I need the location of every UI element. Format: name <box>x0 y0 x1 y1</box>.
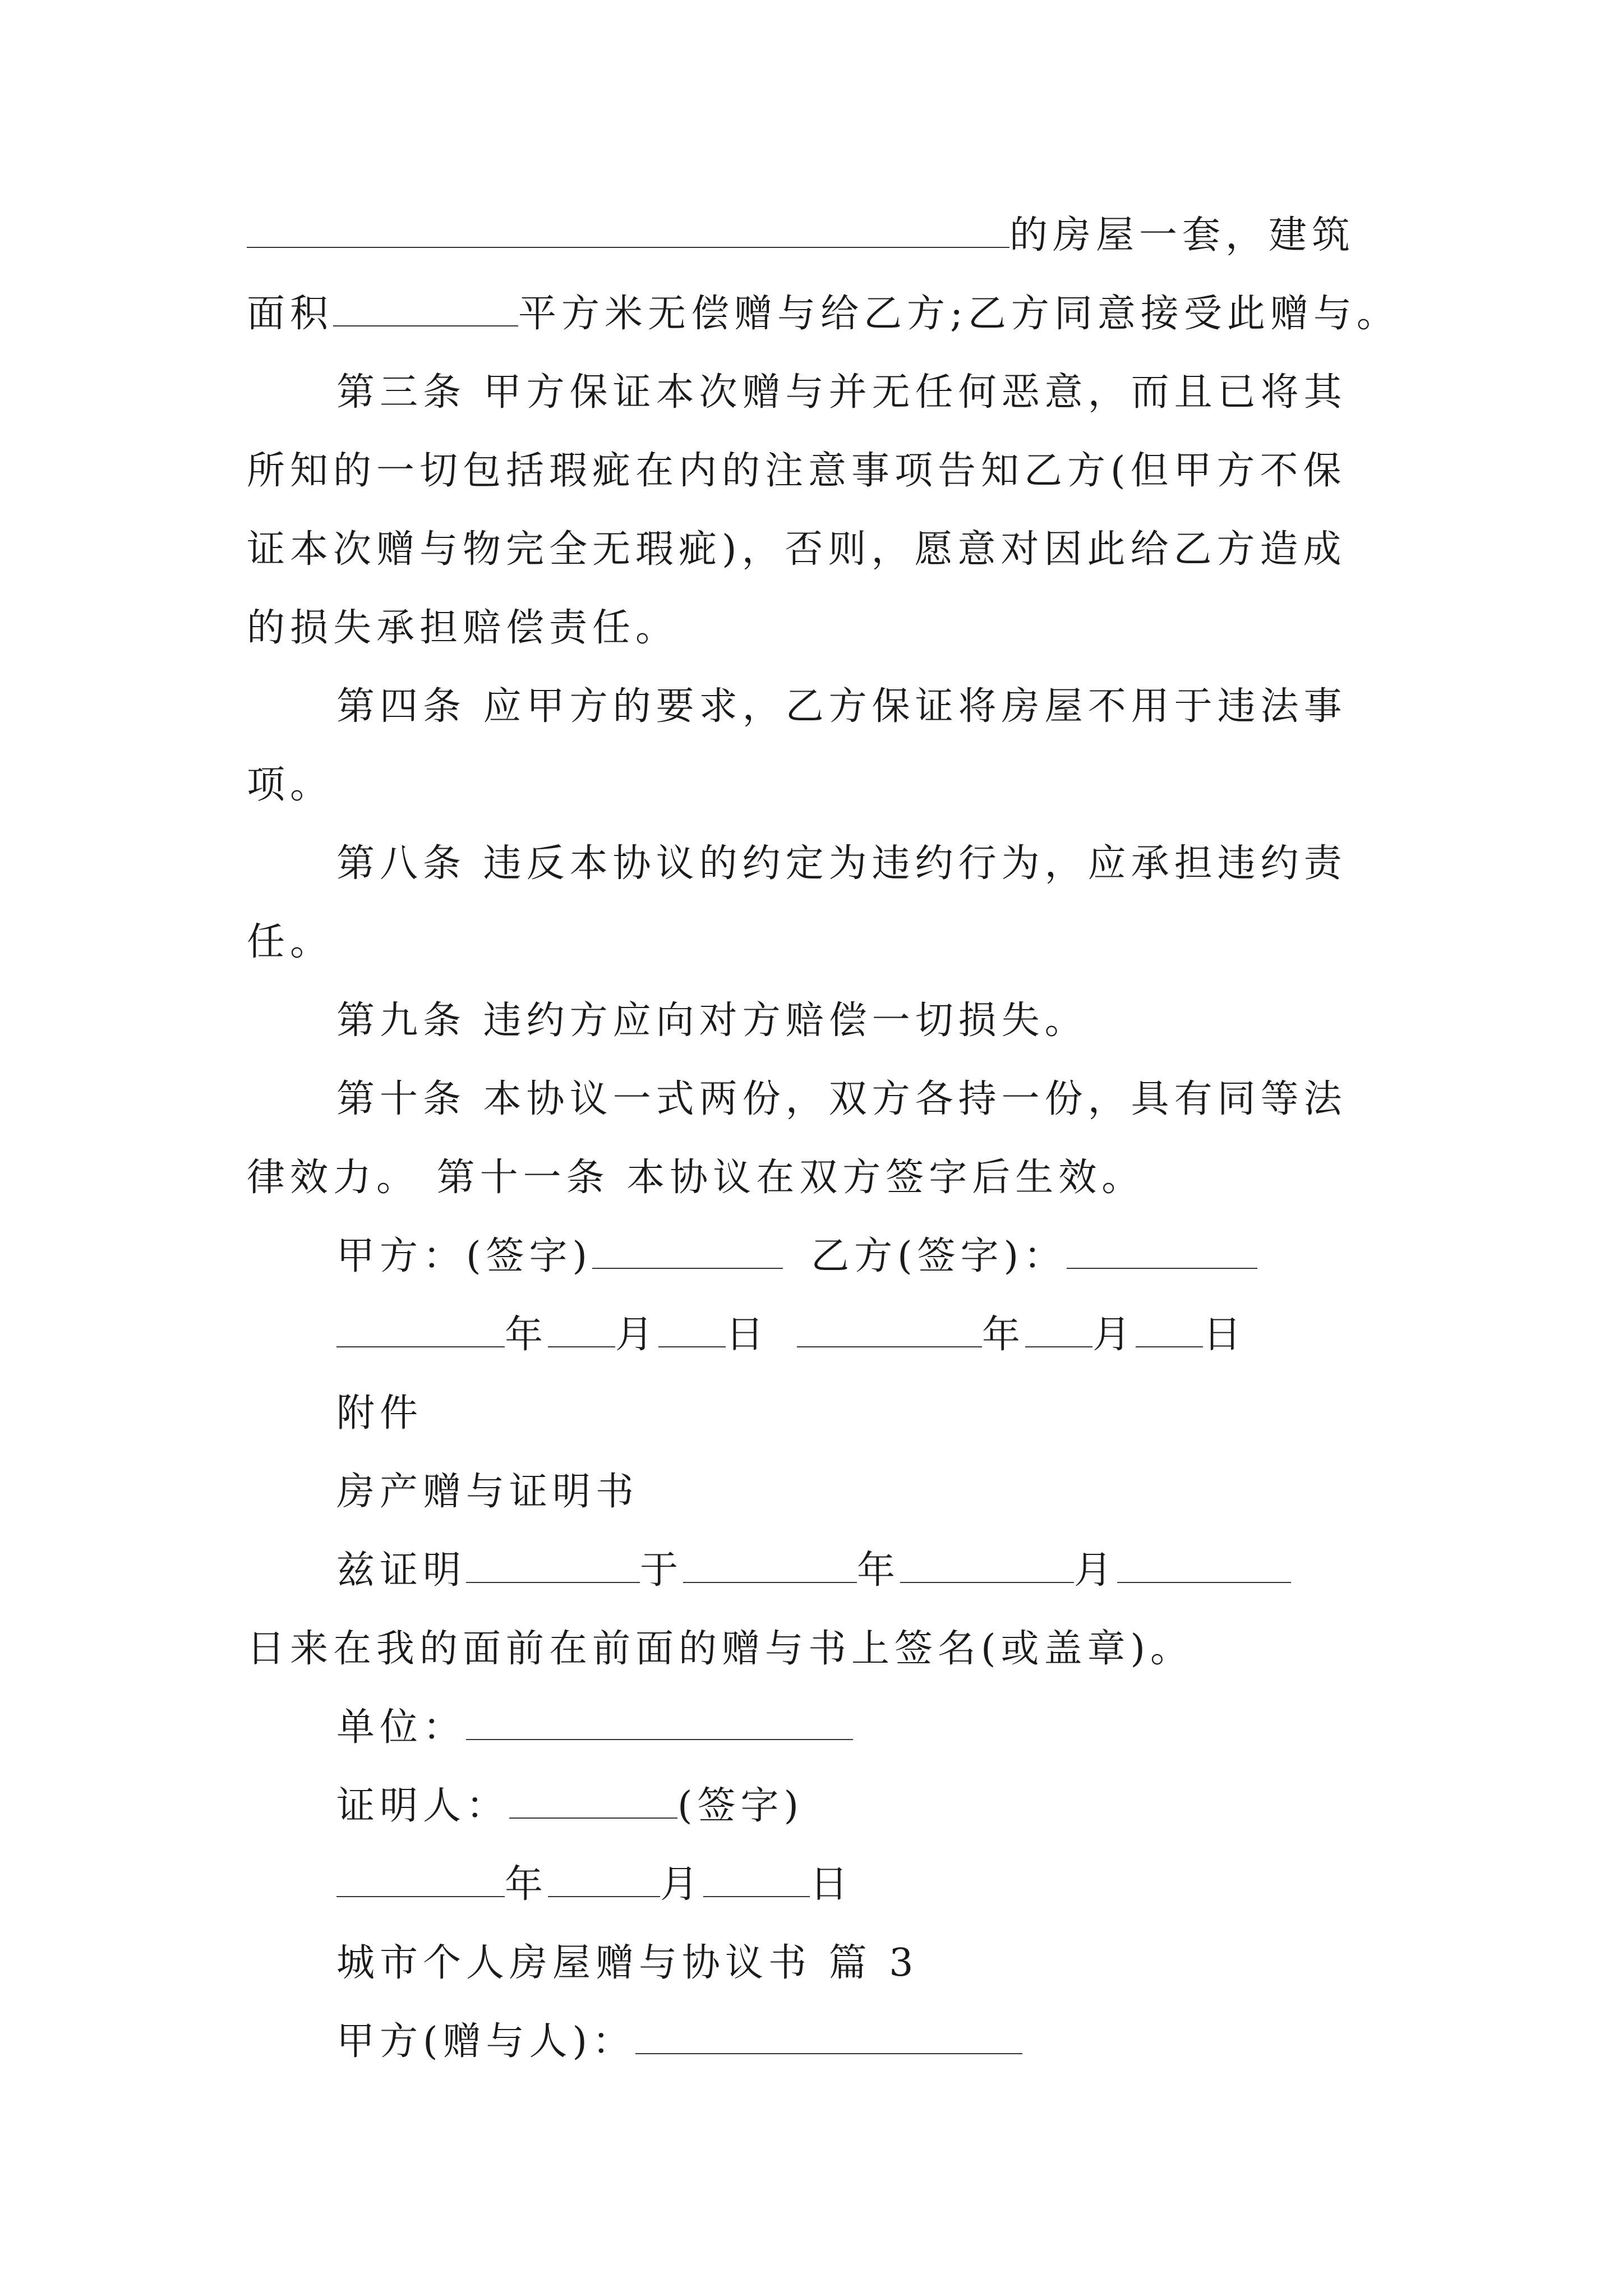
witness-label: 证明人： <box>336 1784 510 1828</box>
line-1 <box>247 205 1355 266</box>
certify-year-blank[interactable] <box>683 1546 857 1583</box>
year-label: 年 <box>505 1862 548 1907</box>
party-b-sign-blank[interactable] <box>1067 1232 1257 1269</box>
article-3-line-2: 所知的一切包括瑕疵在内的注意事项告知乙方(但甲方不保 <box>247 449 1347 493</box>
article-10-line-1: 第十条 本协议一式两份，双方各持一份，具有同等法 <box>336 1077 1347 1121</box>
month-label: 月 <box>1074 1548 1118 1593</box>
party-a-sign-blank[interactable] <box>592 1232 783 1269</box>
witness-day-blank[interactable] <box>703 1860 810 1897</box>
line-2-text: 平方米无偿赠与给乙方;乙方同意接受此赠与。 <box>518 292 1400 336</box>
unit-blank[interactable] <box>466 1703 853 1740</box>
article-9: 第九条 违约方应向对方赔偿一切损失。 <box>336 999 1088 1043</box>
article-3-line-1: 第三条 甲方保证本次赠与并无任何恶意，而且已将其 <box>336 370 1347 415</box>
at-label: 于 <box>640 1548 684 1593</box>
next-section-title: 城市个人房屋赠与协议书 篇 3 <box>336 1941 919 1985</box>
article-3-line-4: 的损失承担赔偿责任。 <box>247 606 679 650</box>
party-a-blank[interactable] <box>635 2017 1022 2054</box>
signature-line <box>336 1226 1257 1287</box>
certificate-title: 房产赠与证明书 <box>336 1470 639 1514</box>
month-label: 月 <box>660 1862 704 1907</box>
certify-day-blank[interactable] <box>1117 1546 1291 1583</box>
certify-month-blank[interactable] <box>900 1546 1074 1583</box>
party-b-month-blank[interactable] <box>1025 1310 1092 1347</box>
article-3-line-3: 证本次赠与物完全无瑕疵)，否则，愿意对因此给乙方造成 <box>247 527 1347 572</box>
witness-year-blank[interactable] <box>336 1860 505 1897</box>
unit-label: 单位： <box>336 1705 467 1750</box>
party-b-day-blank[interactable] <box>1136 1310 1203 1347</box>
year-label: 年 <box>857 1548 901 1593</box>
unit-line <box>336 1697 853 1759</box>
article-4-line-2: 项。 <box>247 763 334 807</box>
month-label: 月 <box>615 1313 659 1357</box>
article-4-line-1: 第四条 应甲方的要求，乙方保证将房屋不用于违法事 <box>336 684 1347 729</box>
party-a-sign-label: 甲方：(签字) <box>336 1234 593 1278</box>
line-1-text: 的房屋一套，建筑 <box>1009 213 1355 257</box>
witness-month-blank[interactable] <box>548 1860 660 1897</box>
article-8-line-2: 任。 <box>247 920 334 964</box>
article-8-line-1: 第八条 违反本协议的约定为违约行为，应承担违约责 <box>336 841 1347 886</box>
day-label: 日 <box>810 1862 854 1907</box>
area-blank[interactable] <box>333 289 518 326</box>
party-b-sign-label: 乙方(签字)： <box>811 1234 1067 1278</box>
party-a-year-blank[interactable] <box>336 1310 505 1347</box>
year-label: 年 <box>505 1313 548 1357</box>
certificate-line-2: 日来在我的面前在前面的赠与书上签名(或盖章)。 <box>247 1627 1194 1671</box>
witness-sign-label: (签字) <box>677 1784 804 1828</box>
area-label: 面积 <box>247 292 334 336</box>
party-a-day-blank[interactable] <box>658 1310 726 1347</box>
article-10-line-2: 律效力。 第十一条 本协议在双方签字后生效。 <box>247 1156 1145 1200</box>
certify-label: 兹证明 <box>336 1548 467 1593</box>
party-a-month-blank[interactable] <box>548 1310 615 1347</box>
witness-line <box>336 1775 804 1837</box>
day-label: 日 <box>726 1313 769 1357</box>
date-line <box>336 1304 1246 1366</box>
day-label: 日 <box>1203 1313 1247 1357</box>
party-a-line <box>336 2011 1022 2073</box>
line-2 <box>247 283 1400 345</box>
attachment-heading: 附件 <box>336 1391 423 1435</box>
address-blank[interactable] <box>247 211 1009 248</box>
witness-blank[interactable] <box>509 1782 677 1819</box>
party-a-label: 甲方(赠与人)： <box>336 2019 636 2064</box>
certify-name-blank[interactable] <box>466 1546 640 1583</box>
month-label: 月 <box>1092 1313 1136 1357</box>
year-label: 年 <box>982 1313 1026 1357</box>
certificate-line-1 <box>336 1540 1291 1602</box>
witness-date-line <box>336 1854 853 1916</box>
party-b-year-blank[interactable] <box>797 1310 982 1347</box>
